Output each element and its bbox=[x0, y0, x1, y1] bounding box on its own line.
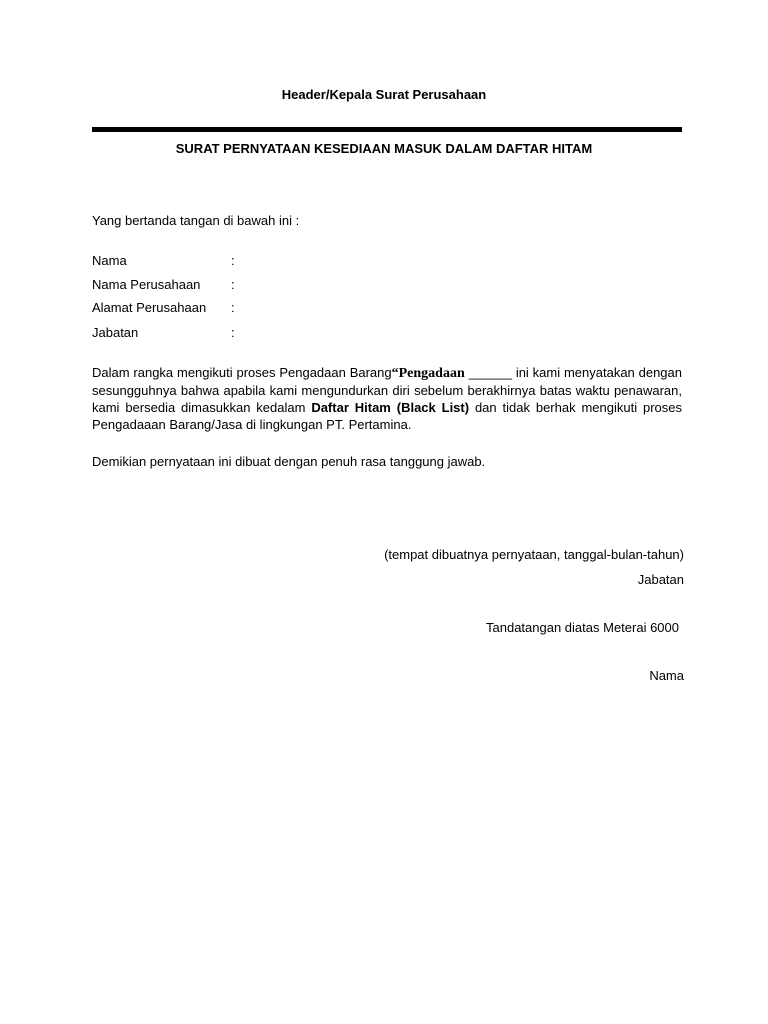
field-label-nama: Nama bbox=[92, 253, 127, 268]
statement-part-1: Dalam rangka mengikuti proses Pengadaan Barang bbox=[92, 365, 392, 380]
letterhead-header: Header/Kepala Surat Perusahaan bbox=[281, 87, 487, 102]
field-colon-alamat-perusahaan: : bbox=[231, 300, 235, 315]
signature-name: Nama bbox=[649, 668, 684, 683]
statement-blacklist-bold: Daftar Hitam (Black List) bbox=[311, 400, 470, 415]
signature-place-date: (tempat dibuatnya pernyataan, tanggal-bulan-tahun) bbox=[384, 547, 684, 562]
statement-procurement-bold: “Pengadaan bbox=[391, 366, 465, 381]
closing-text: Demikian pernyataan ini dibuat dengan penuh rasa tanggung jawab. bbox=[92, 454, 486, 469]
field-colon-nama: : bbox=[231, 253, 235, 268]
field-label-jabatan: Jabatan bbox=[92, 325, 139, 340]
intro-text: Yang bertanda tangan di bawah ini : bbox=[92, 213, 300, 228]
statement-paragraph bbox=[92, 364, 682, 433]
field-label-alamat-perusahaan: Alamat Perusahaan bbox=[92, 300, 207, 315]
header-divider bbox=[92, 127, 682, 132]
field-label-nama-perusahaan: Nama Perusahaan bbox=[92, 277, 201, 292]
signature-stamp-note: Tandatangan diatas Meterai 6000 bbox=[486, 620, 679, 635]
signature-position: Jabatan bbox=[637, 572, 684, 587]
document-title: SURAT PERNYATAAN KESEDIAAN MASUK DALAM DAFTAR HITAM bbox=[175, 141, 593, 156]
field-colon-nama-perusahaan: : bbox=[231, 277, 235, 292]
statement-part-2: ______ ini kami menyatakan dengan sesungguhnya bahwa apabila kami mengundurkan diri sebelum berakhirnya batas waktu penawaran, kami bersedia dimasukkan kedalam bbox=[92, 365, 682, 415]
field-colon-jabatan: : bbox=[231, 325, 235, 340]
statement-part-3: dan tidak berhak mengikuti proses Pengadaaan Barang/Jasa di lingkungan PT. Pertamina. bbox=[92, 400, 682, 432]
